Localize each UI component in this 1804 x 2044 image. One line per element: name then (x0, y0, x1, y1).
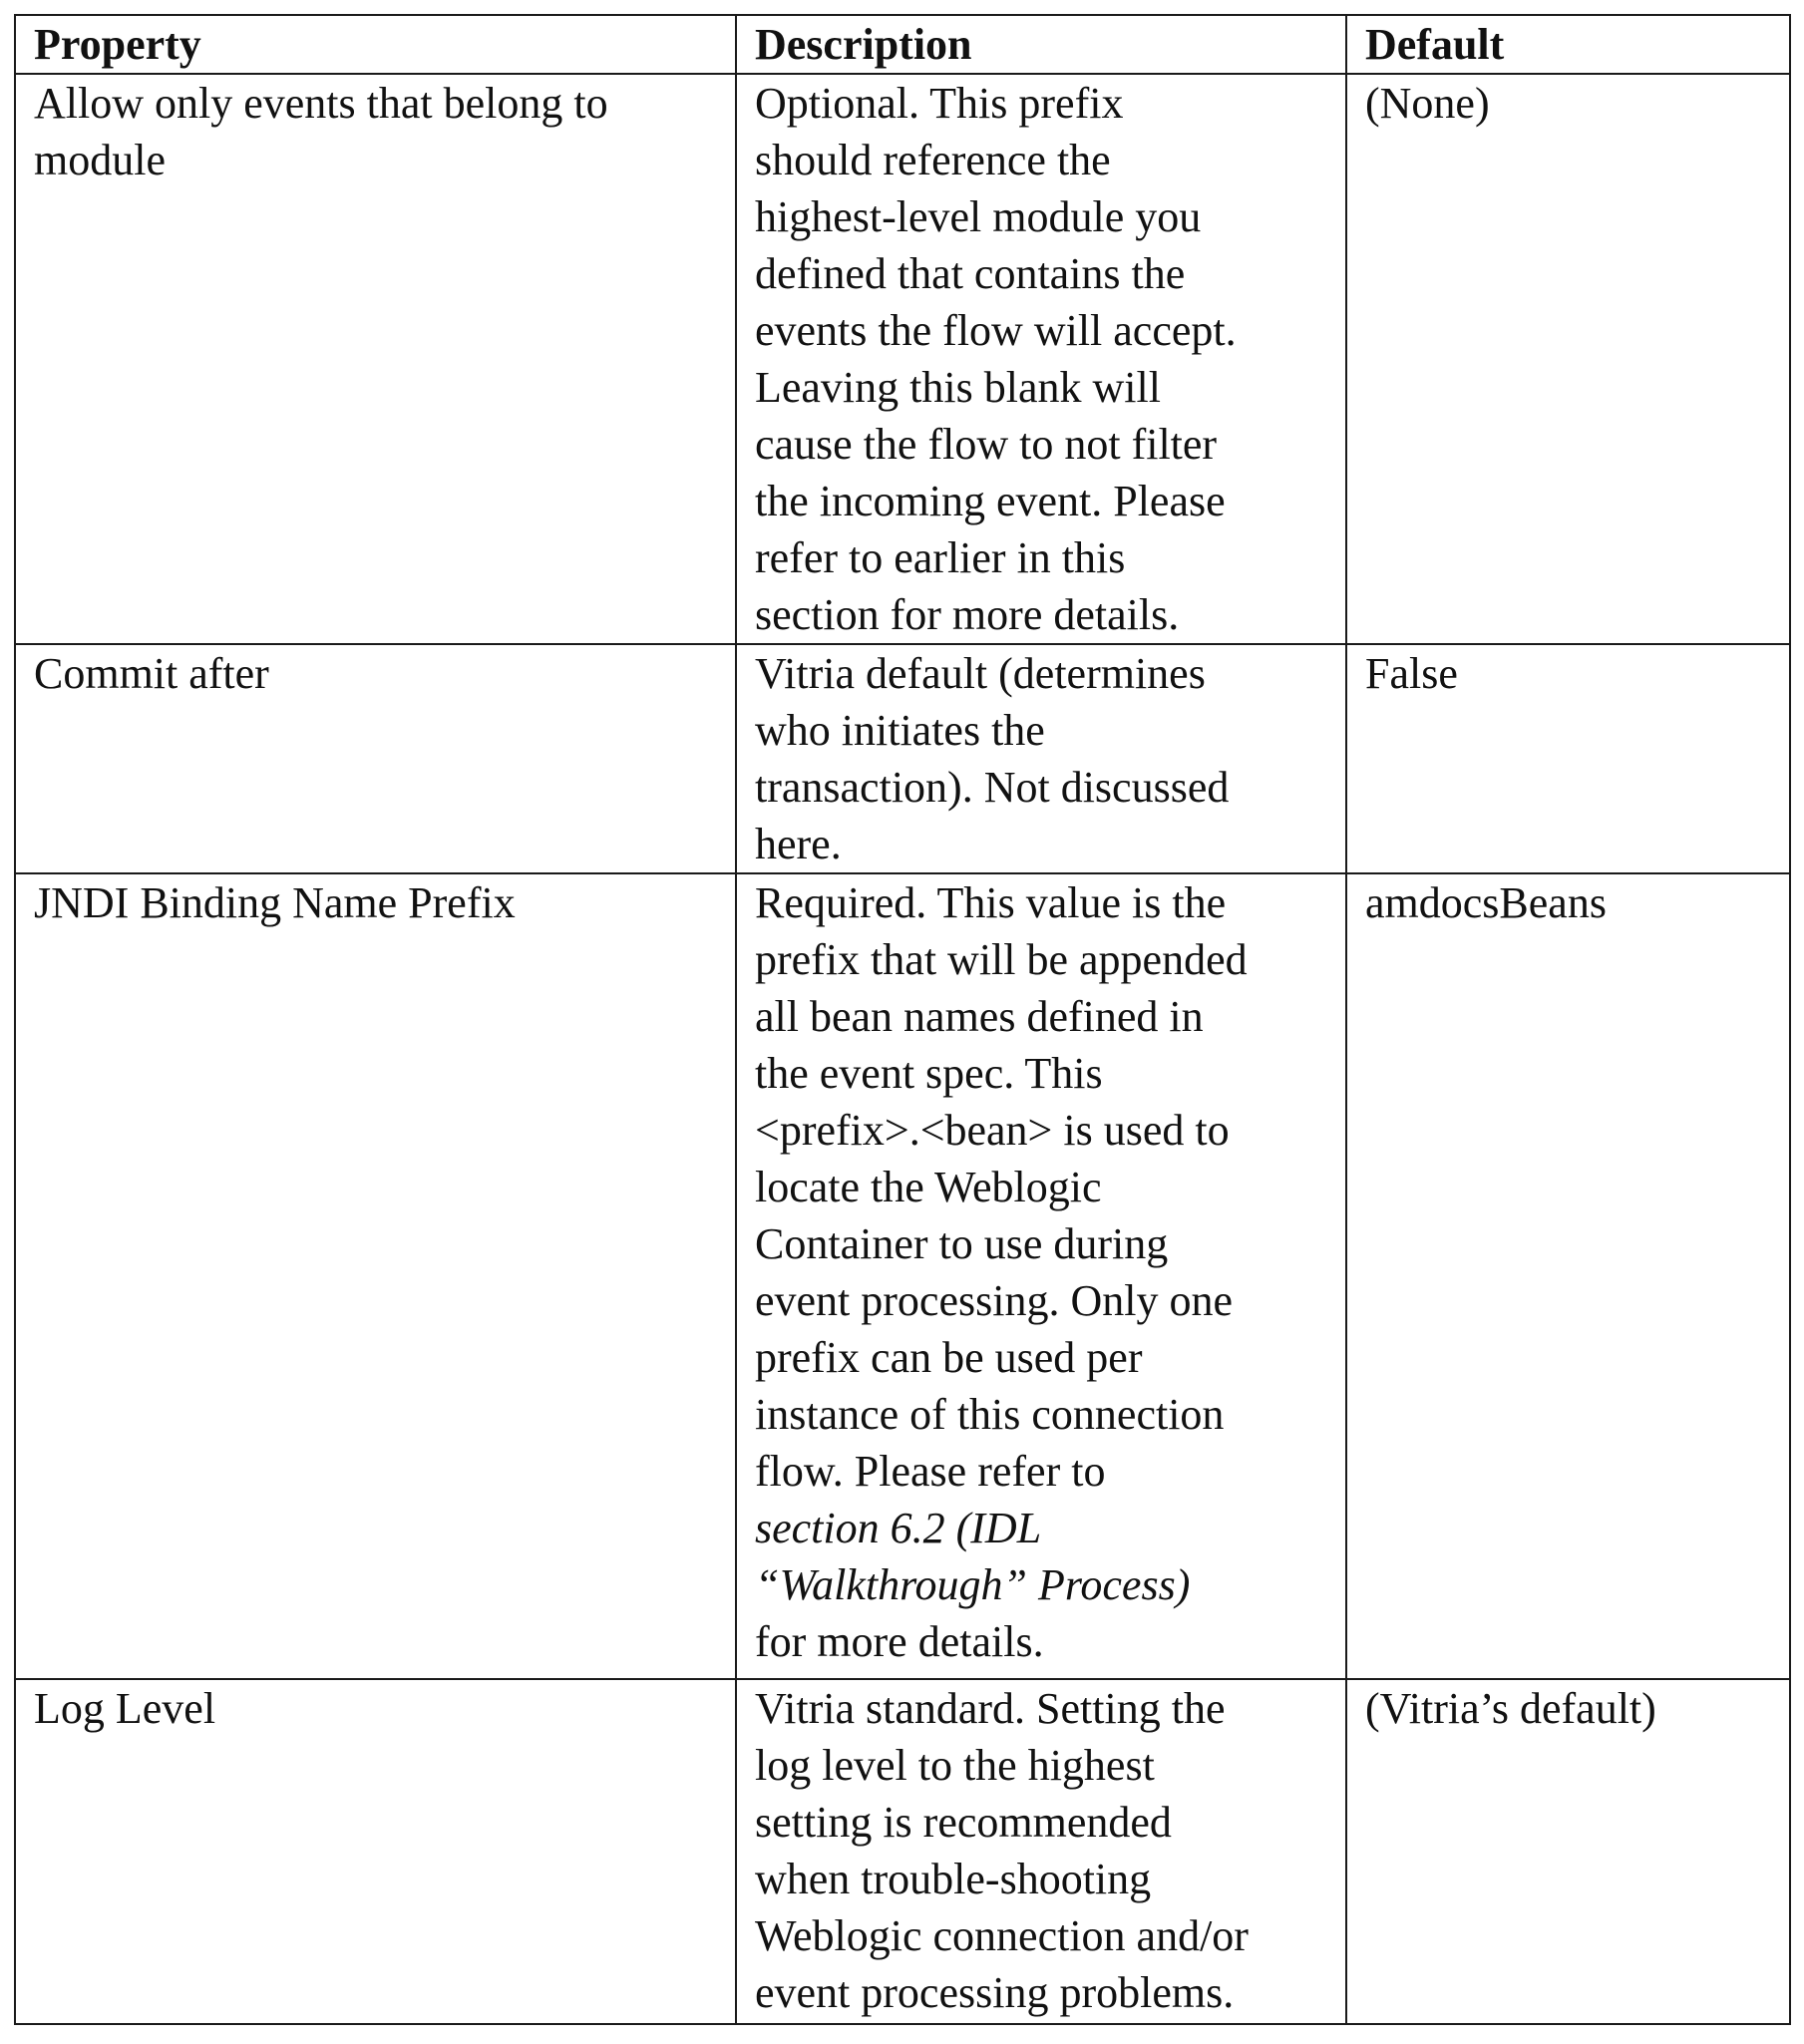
description-line: transaction). Not discussed (755, 763, 1230, 812)
property-cell (15, 74, 736, 644)
description-line: locate the Weblogic (755, 1163, 1102, 1211)
description-line: the event spec. This (755, 1049, 1103, 1098)
description-line: cause the flow to not filter (755, 420, 1218, 469)
description-line: section for more details. (755, 590, 1180, 639)
description-line: defined that contains the (755, 249, 1186, 298)
property-line: Log Level (34, 1684, 216, 1733)
description-line: “Walkthrough” Process) (755, 1560, 1191, 1609)
property-line: JNDI Binding Name Prefix (34, 878, 516, 927)
header-default: Default (1346, 15, 1790, 74)
description-line: event processing. Only one (755, 1276, 1233, 1325)
description-line: event processing problems. (755, 1968, 1235, 2017)
description-cell (736, 1679, 1346, 2024)
description-line: here. (755, 820, 842, 868)
property-line: module (34, 136, 166, 184)
description-line: prefix can be used per (755, 1333, 1143, 1382)
header-property: Property (15, 15, 736, 74)
table-row (15, 74, 1790, 644)
table-row (15, 644, 1790, 873)
description-line: Vitria default (determines (755, 649, 1206, 698)
description-line: Vitria standard. Setting the (755, 1684, 1226, 1733)
description-line: the incoming event. Please (755, 477, 1226, 525)
table-row (15, 873, 1790, 1679)
description-cell (736, 74, 1346, 644)
description-line: Optional. This prefix (755, 79, 1124, 128)
description-line: Required. This value is the (755, 878, 1227, 927)
description-line: when trouble-shooting (755, 1855, 1152, 1903)
description-line: Leaving this blank will (755, 363, 1161, 412)
description-cell (736, 873, 1346, 1679)
description-line: Weblogic connection and/or (755, 1911, 1249, 1960)
description-line: refer to earlier in this (755, 533, 1126, 582)
default-cell: (Vitria’s default) (1346, 1679, 1790, 2024)
description-line: should reference the (755, 136, 1111, 184)
description-line: prefix that will be appended (755, 935, 1248, 984)
description-line: setting is recommended (755, 1798, 1172, 1847)
description-line: events the flow will accept. (755, 306, 1237, 355)
description-cell (736, 644, 1346, 873)
property-line: Commit after (34, 649, 269, 698)
description-line: Container to use during (755, 1219, 1169, 1268)
default-cell: (None) (1346, 74, 1790, 644)
table-header-row (15, 15, 1790, 74)
description-line: <prefix>.<bean> is used to (755, 1106, 1230, 1155)
description-line: who initiates the (755, 706, 1045, 755)
header-description: Description (736, 15, 1346, 74)
property-cell (15, 873, 736, 1679)
property-cell (15, 644, 736, 873)
property-cell (15, 1679, 736, 2024)
description-line: all bean names defined in (755, 992, 1204, 1041)
description-line: instance of this connection (755, 1390, 1225, 1439)
description-line: section 6.2 (IDL (755, 1504, 1042, 1552)
default-cell: False (1346, 644, 1790, 873)
description-line: for more details. (755, 1617, 1044, 1666)
property-line: Allow only events that belong to (34, 79, 608, 128)
description-line: log level to the highest (755, 1741, 1155, 1790)
properties-table (14, 14, 1791, 2025)
default-cell: amdocsBeans (1346, 873, 1790, 1679)
description-line: flow. Please refer to (755, 1447, 1106, 1496)
table-row (15, 1679, 1790, 2024)
description-line: highest-level module you (755, 192, 1202, 241)
